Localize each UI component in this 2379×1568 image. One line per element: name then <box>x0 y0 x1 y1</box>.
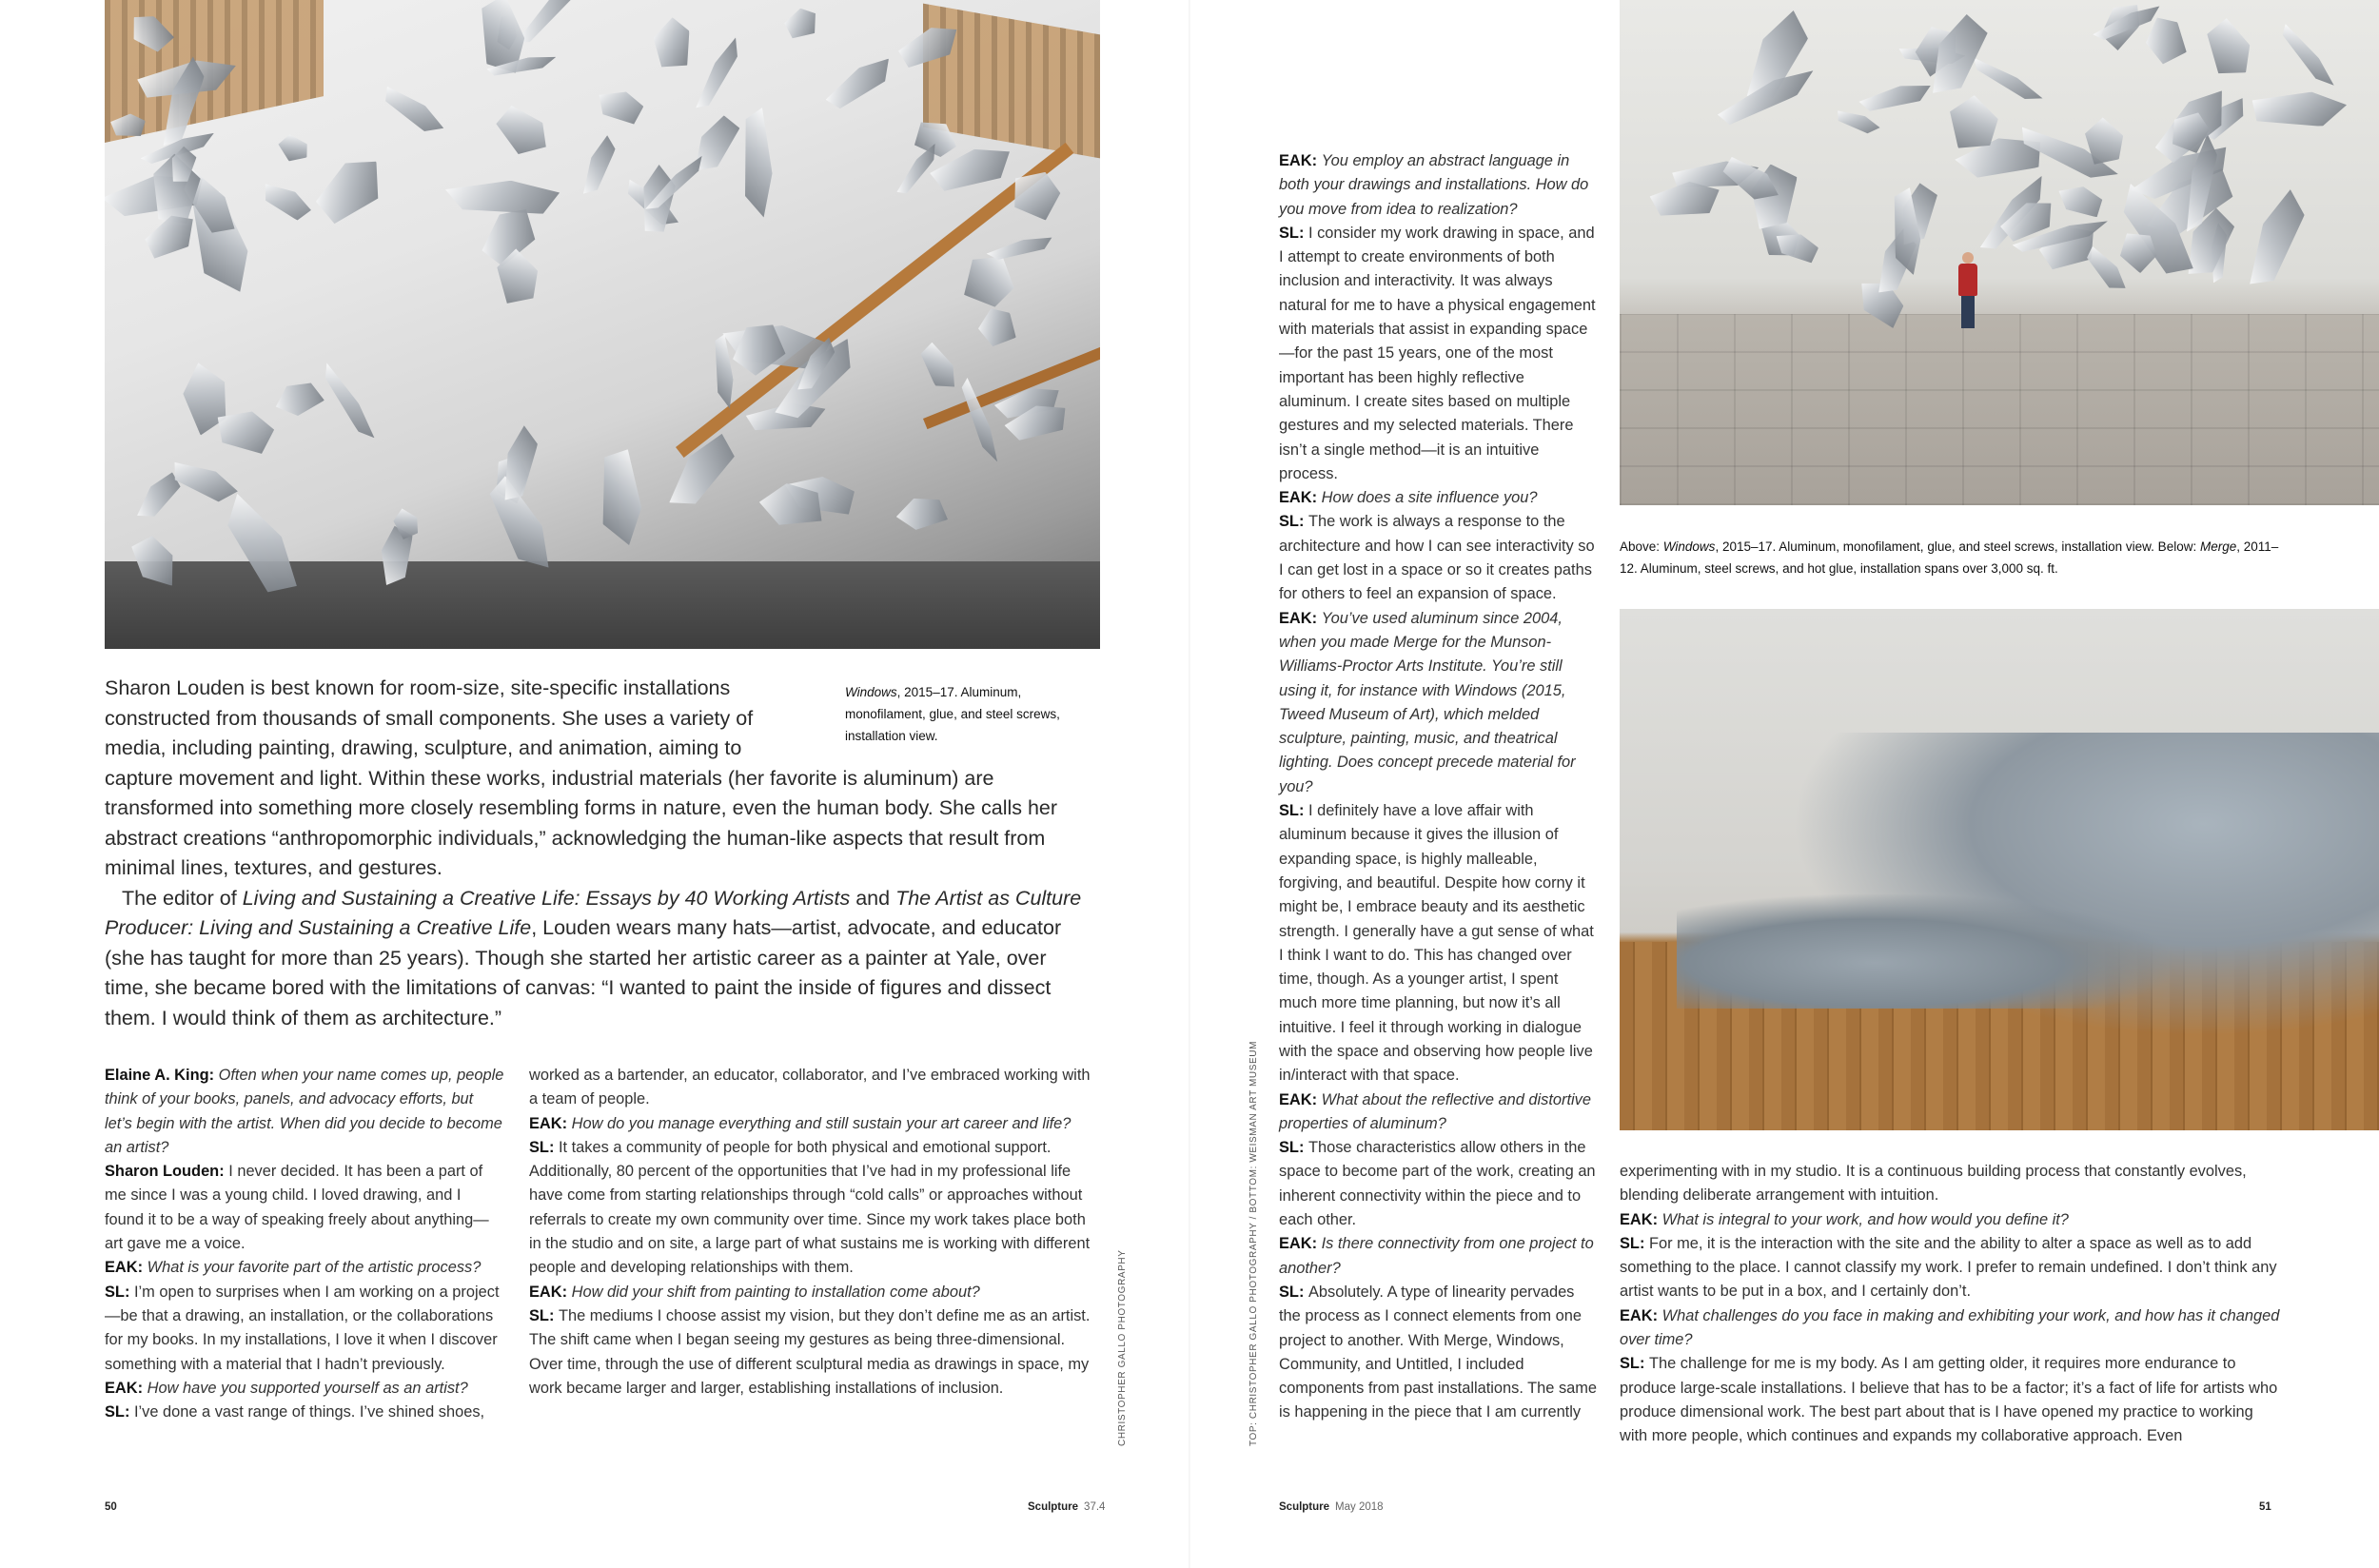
question-text: You employ an abstract language in both your drawings and installations. How do you move from idea to realization? <box>1279 152 1589 218</box>
speaker-label: SL: <box>1279 224 1308 242</box>
page-gutter <box>1189 0 1190 1568</box>
speaker-label: SL: <box>1279 802 1308 820</box>
aluminum-shard <box>2243 186 2311 293</box>
caption-prefix: Above: <box>1620 539 1663 554</box>
caption-text: , 2015–17. Aluminum, monofilament, glue, and steel screws, installation view. <box>845 685 1060 743</box>
speaker-label: SL: <box>1620 1355 1649 1373</box>
gallery-floor <box>105 561 1100 649</box>
speaker-label: EAK: <box>1279 1235 1322 1253</box>
interview-column-2 <box>529 1064 1100 1401</box>
interview-paragraph <box>1279 1281 1598 1425</box>
article-lede <box>105 674 1091 1033</box>
aluminum-shard <box>895 139 942 201</box>
question-text: You’ve used aluminum since 2004, when you made Merge for the Munson-Williams-Proctor Arts Institute. You’re still using it, for instance with Windows (2015, Tweed Museum of Art), which melded sculpture, painting, music, and theatrical lighting. Does concept precede material for you? <box>1279 609 1576 795</box>
interview-paragraph <box>529 1136 1100 1281</box>
speaker-label: EAK: <box>1620 1210 1662 1228</box>
interview-column-4 <box>1620 1160 2281 1449</box>
answer-text: The work is always a response to the architecture and how I can see interactivity so I can get lost in a space or so it creates paths for others to feel an expansion of space. <box>1279 513 1595 603</box>
answer-text: Absolutely. A type of linearity pervades the process as I connect elements from one project to another. With Merge, Windows, Community, and Untitled, I included components from past installations. The same is happening in the piece that I am currently <box>1279 1283 1598 1421</box>
aluminum-shard <box>823 50 897 119</box>
interview-paragraph <box>1279 222 1598 486</box>
speaker-label: SL: <box>1279 1139 1308 1157</box>
speaker-label: EAK: <box>105 1259 147 1277</box>
aluminum-shard <box>914 340 964 394</box>
lede-paragraph-1: Sharon Louden is best known for room-size, site-specific installations constructed from thousands of small components. She uses a variety of media, including painting, drawing, sculpture, and animation, aiming to capture movement and light. Within these works, industrial materials (her favorite is aluminum) are transformed into something more closely resembling forms in nature, even the human body. She calls her abstract creations “anthropomorphic individuals,” acknowledging the human-like aspects that result from minimal lines, textures, and gestures. <box>105 676 1058 879</box>
aluminum-shard <box>598 88 643 125</box>
book-title-1: Living and Sustaining a Creative Life: Essays by 40 Working Artists <box>242 886 851 910</box>
interview-paragraph <box>1279 1232 1598 1281</box>
speaker-label: EAK: <box>1620 1306 1662 1324</box>
speaker-label: EAK: <box>1279 489 1322 507</box>
aluminum-shard <box>271 131 315 165</box>
interview-paragraph <box>105 1401 504 1424</box>
interview-paragraph <box>529 1304 1100 1401</box>
interview-paragraph <box>529 1064 1100 1112</box>
tiled-floor <box>1620 314 2379 505</box>
speaker-label: SL: <box>529 1138 559 1156</box>
caption-text-1: , 2015–17. Aluminum, monofilament, glue, and steel screws, installation view. Below: <box>1715 539 2200 554</box>
answer-text: worked as a bartender, an educator, collaborator, and I’ve embraced working with a team of people. <box>529 1067 1091 1108</box>
answer-text: I consider my work drawing in space, and I attempt to create environments of both inclusion and interactivity. It was always natural for me to have a physical engagement with materials that assist in expanding space—for the past 15 years, one of the most important has been highly reflective aluminum. I create sites based on multiple gestures and my selected materials. There isn’t a single method—it is an intuitive process. <box>1279 224 1596 482</box>
book-title-2: The Artist as Culture Producer: Living and Sustaining a Creative Life <box>105 886 1082 939</box>
aluminum-shard <box>2275 22 2340 90</box>
aluminum-shard <box>783 2 821 45</box>
interview-paragraph <box>1620 1304 2281 1353</box>
aluminum-shard <box>514 0 590 51</box>
interview-paragraph <box>105 1064 504 1160</box>
answer-text: I never decided. It has been a part of me since I was a young child. I loved drawing, and I found it to be a way of speaking freely about anything—art gave me a voice. <box>105 1163 489 1253</box>
right-photo-caption <box>1620 536 2286 579</box>
aluminum-shard <box>2057 185 2105 218</box>
answer-text: I’ve done a vast range of things. I’ve shined shoes, <box>133 1403 485 1421</box>
aluminum-shard <box>2196 15 2260 84</box>
interview-paragraph <box>1279 1136 1598 1232</box>
interview-paragraph <box>1279 486 1598 510</box>
aluminum-shard <box>891 489 955 537</box>
interview-paragraph <box>1279 510 1598 606</box>
answer-text: The mediums I choose assist my vision, but they don’t define me as an artist. The shift came when I began seeing my gestures as being three-dimensional. Over time, through the use of different sculptural media as drawings in space, my work became larger and larger, establishing installations of inclusion. <box>529 1306 1091 1397</box>
caption-text-2: , 2011–12. Aluminum, steel screws, and hot glue, installation spans over 3,000 sq. ft. <box>1620 539 2279 576</box>
aluminum-shard <box>319 361 380 446</box>
interview-paragraph <box>1620 1208 2281 1232</box>
answer-text: experimenting with in my studio. It is a continuous building process that constantly evolves, blending deliberate arrangement with intuition. <box>1620 1163 2247 1205</box>
answer-text: Those characteristics allow others in the space to become part of the work, creating an inherent connectivity within the piece and to each other. <box>1279 1139 1596 1229</box>
speaker-label: EAK: <box>529 1114 572 1132</box>
aluminum-shard <box>1858 78 1934 117</box>
speaker-label: SL: <box>105 1403 134 1421</box>
question-text: What challenges do you face in making and exhibiting your work, and how has it changed over time? <box>1620 1306 2280 1349</box>
aluminum-shard <box>1008 168 1064 221</box>
folio-right: Sculpture May 2018 <box>1279 1501 1384 1513</box>
speaker-label: Elaine A. King: <box>105 1067 219 1084</box>
interview-paragraph <box>105 1160 504 1256</box>
aluminum-shard <box>973 300 1021 356</box>
speaker-label: EAK: <box>1279 152 1322 169</box>
aluminum-shard <box>167 458 242 507</box>
page-number-left: 50 <box>105 1501 117 1513</box>
aluminum-shard <box>485 101 559 162</box>
visitor-figure <box>1957 252 1978 328</box>
interview-paragraph <box>529 1281 1100 1304</box>
photo-credit-right: TOP: CHRISTOPHER GALLO PHOTOGRAPHY / BOTTOM: WEISMAN ART MUSEUM <box>1248 1040 1259 1446</box>
aluminum-shard <box>693 34 745 114</box>
caption-work-title-1: Windows <box>1662 539 1716 554</box>
question-text: Often when your name comes up, people think of your books, panels, and advocacy efforts, but let’s begin with the artist. When did you decide to become an artist? <box>105 1067 504 1156</box>
answer-text: I’m open to surprises when I am working on a project—be that a drawing, an installation, or the collaborations for my books. In my installations, I love it when I discover something with a material that I hadn’t previously. <box>105 1283 500 1373</box>
speaker-label: SL: <box>1620 1234 1649 1252</box>
question-text: How does a site influence you? <box>1321 489 1538 507</box>
answer-text: For me, it is the interaction with the site and the ability to alter a space as well as to add something to the place. I cannot classify my work. I prefer to remain undefined. I don’t think any artist wants to be put in a box, and I certainly don’t. <box>1620 1234 2277 1301</box>
aluminum-shard <box>216 409 275 455</box>
caption-work-title-2: Merge <box>2199 539 2237 554</box>
question-text: How do you manage everything and still sustain your art career and life? <box>571 1114 1072 1132</box>
caption-work-title: Windows <box>845 685 897 699</box>
speaker-label: EAK: <box>1279 1090 1322 1108</box>
interview-paragraph <box>1279 1088 1598 1137</box>
aluminum-shard <box>269 375 330 422</box>
aluminum-shard <box>739 108 776 218</box>
speaker-label: Sharon Louden: <box>105 1163 229 1181</box>
interview-paragraph <box>1620 1160 2281 1208</box>
merge-installation-photo <box>1620 609 2379 1130</box>
interview-paragraph <box>1279 149 1598 222</box>
speaker-label: SL: <box>529 1306 559 1324</box>
speaker-label: SL: <box>105 1283 134 1301</box>
question-text: How did your shift from painting to installation come about? <box>571 1283 980 1301</box>
question-text: What about the reflective and distortive properties of aluminum? <box>1279 1090 1591 1132</box>
windows-stairwell-photo <box>105 0 1100 649</box>
aluminum-shard <box>596 446 645 545</box>
interview-paragraph <box>1279 607 1598 799</box>
lede-paragraph-2: The editor of Living and Sustaining a Creative Life: Essays by 40 Working Artists and The Artist as Culture Producer: Living and Sustaining a Creative Life, Louden wears many hats—artist, advocate, and educator (she has taught for more than 25 years). Though she started her artistic career as a painter at Yale, over time, she became bored with the limitations of canvas: “I wanted to paint the inside of figures and dissect them. I would think of them as architecture.” <box>105 886 1082 1029</box>
page-number-right: 51 <box>2259 1501 2271 1513</box>
interview-paragraph <box>529 1112 1100 1136</box>
question-text: What is integral to your work, and how would you define it? <box>1661 1210 2069 1228</box>
question-text: What is your favorite part of the artistic process? <box>147 1259 482 1277</box>
aluminum-shard <box>962 254 1015 308</box>
answer-text: The challenge for me is my body. As I am getting older, it requires more endurance to produce large-scale installations. I believe that has to be a factor; it’s a fact of life for artists who produce dimensional work. The best part about that is I have opened my practice to working with more people, which continues and expands my collaborative approach. Even <box>1620 1355 2278 1445</box>
interview-column-3 <box>1279 149 1598 1425</box>
interview-column-1 <box>105 1064 504 1424</box>
answer-text: I definitely have a love affair with aluminum because it gives the illusion of expanding space, is highly malleable, forgiving, and beautiful. Despite how corny it might be, I embrace beauty and its aesthetic strength. I generally have a gut sense of what I think I want to do. This has changed over time, though. As a younger artist, I spent much more time planning, but now it’s all intuitive. I feel it through working in dialogue with the space and observing how people live in/interact with that space. <box>1279 802 1594 1085</box>
aluminum-shard <box>377 83 448 139</box>
photo-credit-left: CHRISTOPHER GALLO PHOTOGRAPHY <box>1117 1249 1128 1446</box>
aluminum-shard <box>1833 108 1882 136</box>
aluminum-shard <box>652 10 694 79</box>
aluminum-shard <box>259 179 313 225</box>
interview-paragraph <box>105 1256 504 1280</box>
speaker-label: EAK: <box>105 1379 147 1397</box>
interview-paragraph <box>105 1281 504 1377</box>
speaker-label: SL: <box>1279 513 1308 531</box>
speaker-label: SL: <box>1279 1283 1308 1301</box>
question-text: How have you supported yourself as an artist? <box>147 1379 468 1397</box>
aluminum-floor-mass <box>1677 894 2172 1009</box>
interview-paragraph <box>1620 1352 2281 1448</box>
aluminum-shard <box>2246 91 2350 128</box>
speaker-label: EAK: <box>529 1283 572 1301</box>
aluminum-shard <box>1969 55 2045 107</box>
interview-paragraph <box>1620 1232 2281 1304</box>
speaker-label: EAK: <box>1279 609 1322 627</box>
folio-left: Sculpture 37.4 <box>1028 1501 1106 1513</box>
aluminum-shard <box>443 179 565 216</box>
answer-text: It takes a community of people for both physical and emotional support. Additionally, 80 percent of the opportunities that I’ve had in my professional life have come from starting relationships through “cold calls” or approaches without referrals to create my own community over time. Since my work takes place both in the studio and on site, a large part of what sustains me is working with different people and developing relationships with them. <box>529 1138 1091 1277</box>
aluminum-shard <box>580 133 619 196</box>
windows-gallery-photo <box>1620 0 2379 505</box>
interview-paragraph <box>105 1377 504 1401</box>
interview-paragraph <box>1279 799 1598 1088</box>
aluminum-shard <box>311 144 389 238</box>
question-text: Is there connectivity from one project to another? <box>1279 1235 1594 1277</box>
